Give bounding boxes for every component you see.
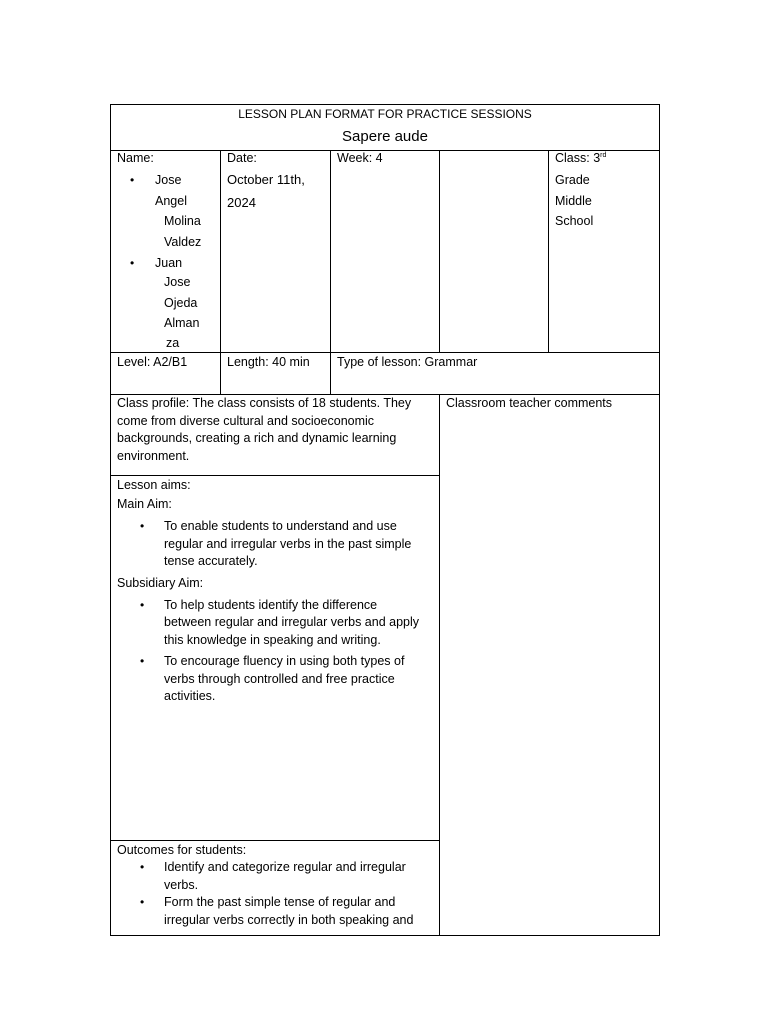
main-aim-line-1: To enable students to understand and use <box>164 519 397 533</box>
teacher-comments-label: Classroom teacher comments <box>446 396 613 410</box>
sub-aim-2-line-1: To encourage fluency in using both types of <box>164 654 405 668</box>
outcomes-label: Outcomes for students: <box>117 843 247 857</box>
outcome-2-line-2: irregular verbs correctly in both speaking and <box>164 913 414 927</box>
level-value: Level: A2/B1 <box>117 355 188 369</box>
outcome-1-line-2: verbs. <box>164 878 199 892</box>
class-label <box>555 149 606 167</box>
outcome-1-line-1: Identify and categorize regular and irregular <box>164 860 406 874</box>
profile-line-3: backgrounds, creating a rich and dynamic learning <box>117 431 397 445</box>
teacher-comments-cell <box>439 394 660 936</box>
subsidiary-aim-label: Subsidiary Aim: <box>117 576 204 590</box>
sub-aim-2-line-2: verbs through controlled and free practice <box>164 672 395 686</box>
bullet-icon: • <box>140 895 145 909</box>
week-cell <box>330 150 440 353</box>
name-1-line-1: Jose <box>155 173 182 187</box>
class-line-2: Middle <box>555 194 592 208</box>
name-2-line-1: Juan <box>155 256 183 270</box>
name-1-line-3: Molina <box>164 214 201 228</box>
name-2-line-3: Ojeda <box>164 296 198 310</box>
date-line-1: October 11th, <box>227 172 305 187</box>
sub-aim-2-line-3: activities. <box>164 689 216 703</box>
class-ordinal-suffix: rd <box>600 151 607 159</box>
main-aim-label: Main Aim: <box>117 497 172 511</box>
sub-aim-1-line-1: To help students identify the difference <box>164 598 378 612</box>
name-2-line-5: za <box>166 336 180 350</box>
document-title: LESSON PLAN FORMAT FOR PRACTICE SESSIONS <box>238 107 532 121</box>
name-2-line-2: Jose <box>164 275 191 289</box>
name-label: Name: <box>117 151 154 165</box>
class-line-1: Grade <box>555 173 590 187</box>
bullet-icon: • <box>140 519 145 533</box>
document-subtitle: Sapere aude <box>342 128 428 145</box>
profile-line-1: Class profile: The class consists of 18 students. They <box>117 396 412 410</box>
name-1-line-4: Valdez <box>164 235 202 249</box>
bullet-icon: • <box>130 173 135 187</box>
class-label-text: Class: 3 <box>555 151 601 165</box>
bullet-icon: • <box>140 598 145 612</box>
bullet-icon: • <box>140 654 145 668</box>
bullet-icon: • <box>130 256 135 270</box>
profile-line-4: environment. <box>117 449 190 463</box>
sub-aim-1-line-3: this knowledge in speaking and writing. <box>164 633 381 647</box>
week-value: Week: 4 <box>337 151 383 165</box>
length-value: Length: 40 min <box>227 355 310 369</box>
empty-cell <box>439 150 549 353</box>
date-label: Date: <box>227 151 257 165</box>
date-line-2: 2024 <box>227 195 256 210</box>
class-line-3: School <box>555 214 594 228</box>
profile-line-2: come from diverse cultural and socioeconomic <box>117 414 375 428</box>
name-1-line-2: Angel <box>155 194 187 208</box>
bullet-icon: • <box>140 860 145 874</box>
main-aim-line-3: tense accurately. <box>164 554 258 568</box>
main-aim-line-2: regular and irregular verbs in the past simple <box>164 537 412 551</box>
lesson-type-value: Type of lesson: Grammar <box>337 355 478 369</box>
sub-aim-1-line-2: between regular and irregular verbs and apply <box>164 615 420 629</box>
name-2-line-4: Alman <box>164 316 200 330</box>
outcome-2-line-1: Form the past simple tense of regular and <box>164 895 396 909</box>
lesson-aims-label: Lesson aims: <box>117 478 191 492</box>
